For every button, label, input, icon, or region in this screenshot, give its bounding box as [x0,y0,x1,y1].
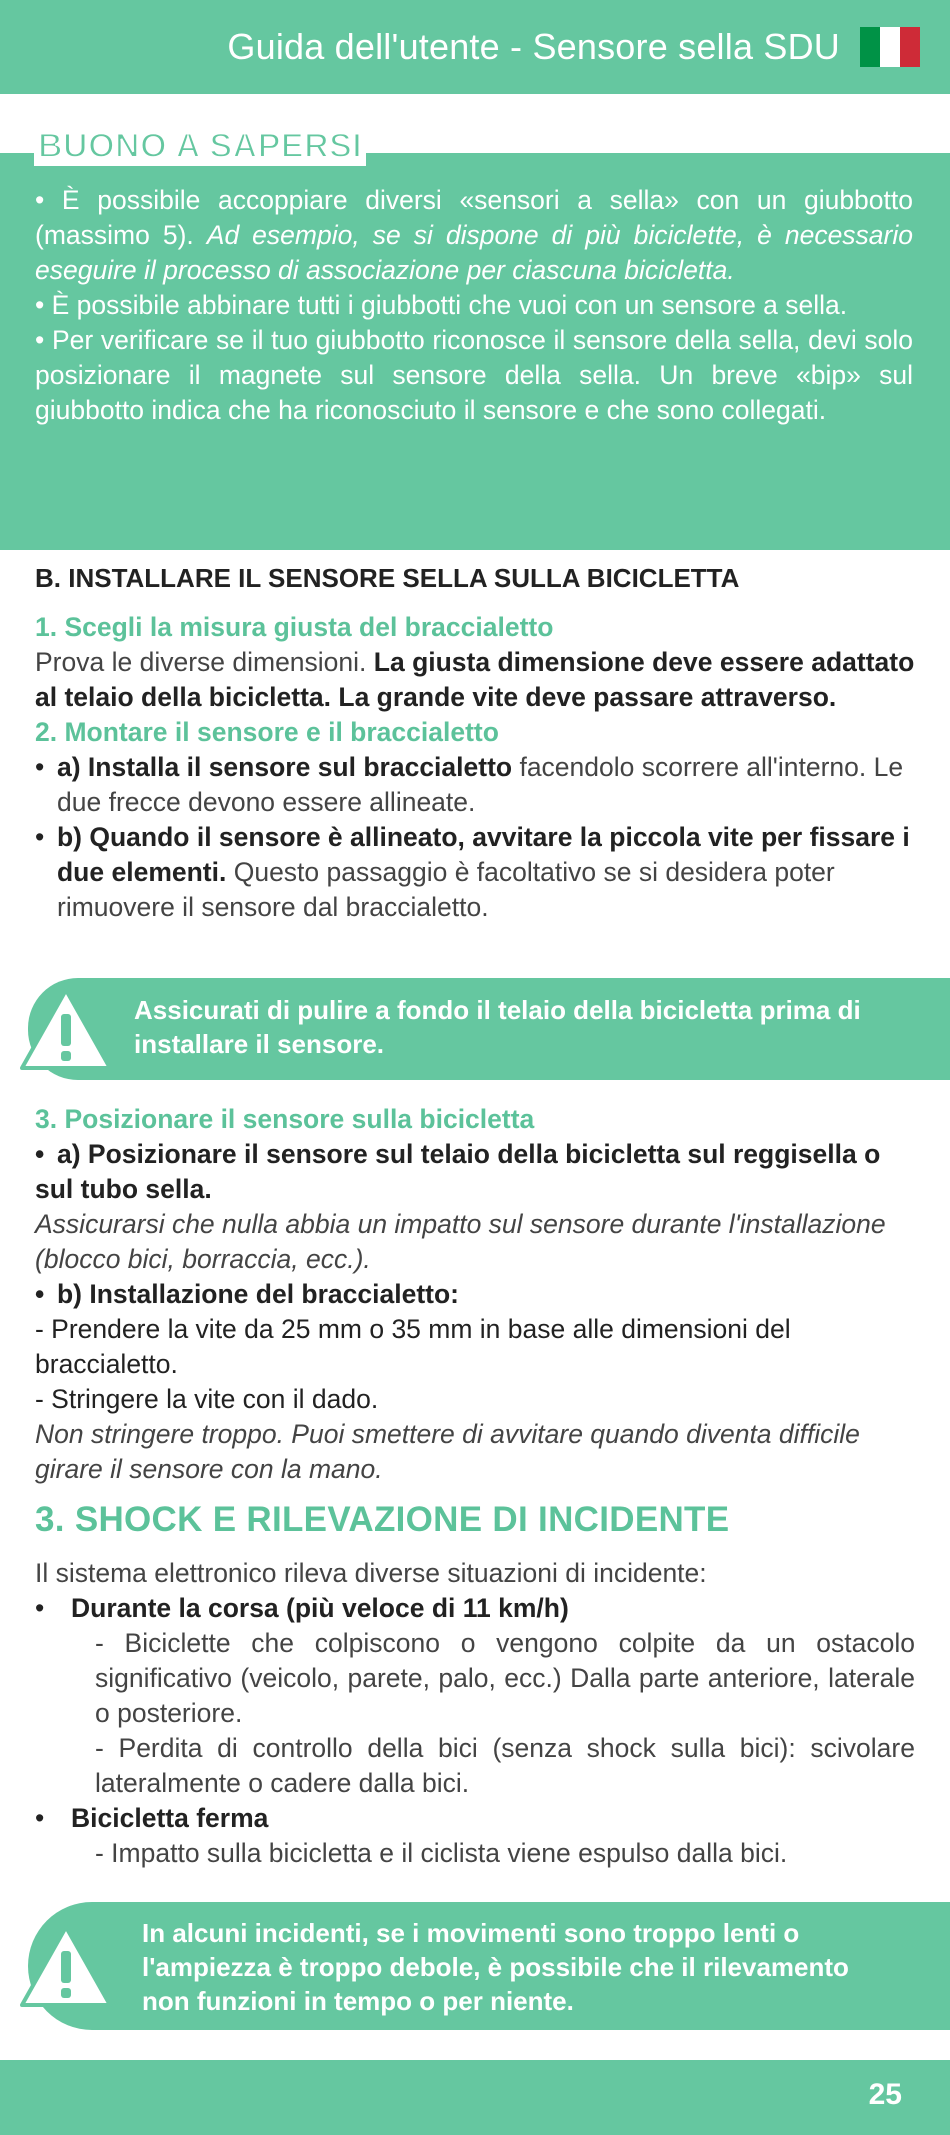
step-3-a-note: Assicurarsi che nulla abbia un impatto sul sensore durante l'installazione (blocco bici, borraccia, ecc.). [35,1209,886,1274]
incident-item-1: • Durante la corsa (più veloce di 11 km/h) [35,1591,915,1626]
step-3-b-text: b) Installazione del braccialetto: [57,1279,460,1309]
good-to-know-p1-plain: • È possibile accoppiare diversi «sensori a sella» con un giubbotto (massimo 5). [35,185,913,250]
step-3-a: • a) Posizionare il sensore sul telaio della bicicletta sul reggisella o sul tubo sella. [35,1139,881,1204]
step-1-text [35,645,915,715]
step-3-b-2: - Stringere la vite con il dado. [35,1384,379,1414]
warning-icon [16,984,116,1074]
good-to-know-paragraph-3: • Per verificare se il tuo giubbotto riconosce il sensore della sella, devi solo posizionare il magnete sul sensore della sella. Un breve «bip» sul giubbotto indica che ha riconosciuto il sensore e che sono collegati. [35,325,913,425]
section-b-steps-1-2 [35,610,915,925]
incident-item-1-sub-1: - Biciclette che colpiscono o vengono colpite da un ostacolo significativo (veicolo, parete, palo, ecc.) Dalla parte anteriore, laterale o posteriore. [95,1628,915,1728]
incident-item-2-sub-1: - Impatto sulla bicicletta e il ciclista viene espulso dalla bici. [95,1838,788,1868]
step-3-b-note: Non stringere troppo. Puoi smettere di avvitare quando diventa difficile girare il sensore con la mano. [35,1419,860,1484]
good-to-know-paragraph-2: • È possibile abbinare tutti i giubbotti che vuoi con un sensore a sella. [35,290,848,320]
step-1-light: Prova le diverse dimensioni. [35,647,374,677]
warning-icon [16,1921,116,2011]
incident-item-2-title: Bicicletta ferma [71,1803,269,1833]
good-to-know-p1-italic: Ad esempio, se si dispone di più biciclette, è necessario eseguire il processo di associazione per ciascuna bicicletta. [35,220,913,285]
page-footer [0,2060,950,2135]
good-to-know-paragraph-1 [35,183,913,288]
section-3-intro: Il sistema elettronico rileva diverse situazioni di incidente: [35,1558,707,1588]
page-header [0,0,950,94]
warning-1-text: Assicurati di pulire a fondo il telaio della bicicletta prima di installare il sensore. [134,995,861,1059]
step-3-title: 3. Posizionare il sensore sulla bicicletta [35,1104,535,1134]
step-1-strong: La giusta dimensione deve essere adattato al telaio della bicicletta. La grande vite deve passare attraverso. [35,647,915,712]
warning-box-1 [0,978,950,1080]
good-to-know-text [35,183,913,428]
step-3-b-1: - Prendere la vite da 25 mm o 35 mm in base alle dimensioni del braccialetto. [35,1314,791,1379]
step-2-b: • b) Quando il sensore è allineato, avvitare la piccola vite per fissare i due elementi. Questo passaggio è facoltativo se si desidera poter rimuovere il sensore dal braccialetto. [35,822,910,922]
italy-flag-icon [860,27,920,67]
incident-item-1-title: Durante la corsa (più veloce di 11 km/h) [71,1593,569,1623]
step-2-a-light: facendolo scorrere all'interno. Le due frecce devono essere allineate. [57,752,904,817]
good-to-know-title: BUONO A SAPERSI [34,126,366,166]
section-b-title: B. INSTALLARE IL SENSORE SELLA SULLA BICICLETTA [35,563,740,593]
step-2-b-light: Questo passaggio è facoltativo se si desidera poter rimuovere il sensore dal braccialetto. [57,857,835,922]
incident-item-1-sub-2: - Perdita di controllo della bici (senza shock sulla bici): scivolare lateralmente o cadere dalla bici. [95,1733,915,1798]
step-3-a-text: a) Posizionare il sensore sul telaio della bicicletta sul reggisella o sul tubo sella. [35,1139,881,1204]
section-3-body [35,1556,915,1871]
warning-box-2 [0,1902,950,2030]
page-number: 25 [868,2078,902,2111]
section-3-title: 3. SHOCK E RILEVAZIONE DI INCIDENTE [35,1500,730,1539]
step-1-title: 1. Scegli la misura giusta del braccialetto [35,612,554,642]
header-title: Guida dell'utente - Sensore sella SDU [227,26,840,67]
warning-2-text: In alcuni incidenti, se i movimenti sono troppo lenti o l'ampiezza è troppo debole, è possibile che il rilevamento non funzioni in tempo o per niente. [142,1918,849,2016]
incident-item-2: • Bicicletta ferma [35,1801,915,1836]
step-2-a: • a) Installa il sensore sul braccialetto facendolo scorrere all'interno. Le due frecce devono essere allineate. [35,752,904,817]
step-2-b-strong: b) Quando il sensore è allineato, avvitare la piccola vite per fissare i due elementi. [57,822,910,887]
step-2-title: 2. Montare il sensore e il braccialetto [35,717,499,747]
section-b-step-3 [35,1102,915,1487]
step-2-a-strong: a) Installa il sensore sul braccialetto [57,752,513,782]
step-3-b: • b) Installazione del braccialetto: [35,1279,460,1309]
